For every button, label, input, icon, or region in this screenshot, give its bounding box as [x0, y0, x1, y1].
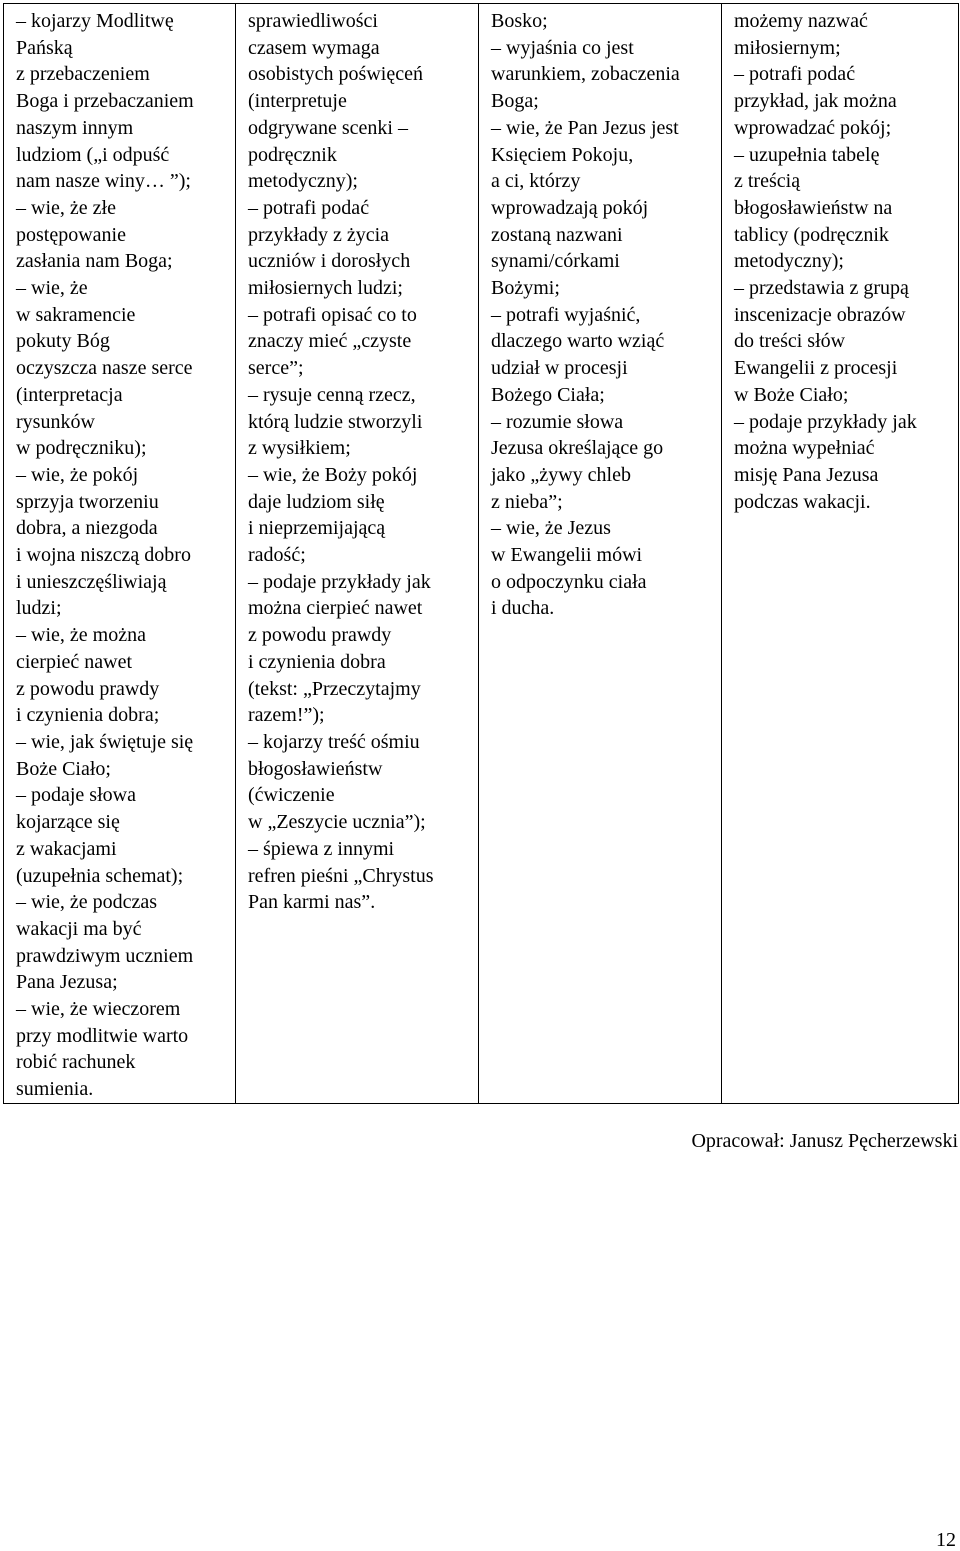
- text-line: można wypełniać: [734, 437, 875, 460]
- text-line: z powodu prawdy: [248, 624, 392, 647]
- table-cell-column-3: [479, 4, 722, 1104]
- text-line: ludzi;: [16, 597, 62, 620]
- text-line: zasłania nam Boga;: [16, 250, 173, 273]
- page-number: 12: [936, 1529, 956, 1551]
- table-cell-column-2: [236, 4, 479, 1104]
- text-line: Ewangelii z procesji: [734, 357, 898, 380]
- text-line: z wakacjami: [16, 837, 117, 860]
- text-line: w Boże Ciało;: [734, 383, 849, 406]
- text-line: metodyczny);: [248, 170, 358, 193]
- text-line: refren pieśni „Chrystus: [248, 864, 434, 887]
- text-line: – wie, że Boży pokój: [248, 463, 418, 486]
- author-credit: Opracował: Janusz Pęcherzewski: [691, 1130, 958, 1152]
- text-line: – kojarzy Modlitwę: [16, 10, 174, 32]
- text-line: i nieprzemijającą: [248, 517, 386, 540]
- text-line: i czynienia dobra;: [16, 704, 160, 727]
- text-line: sumienia.: [16, 1078, 94, 1101]
- text-line: Jezusa określające go: [491, 437, 664, 460]
- text-line: – wie, że: [16, 277, 88, 300]
- text-line: – podaje przykłady jak: [734, 410, 917, 433]
- text-line: – potrafi podać: [248, 196, 370, 219]
- text-line: czasem wymaga: [248, 36, 380, 59]
- text-line: w „Zeszycie ucznia”);: [248, 811, 426, 834]
- text-line: Księciem Pokoju,: [491, 143, 634, 166]
- text-line: Pana Jezusa;: [16, 971, 118, 994]
- text-line: miłosiernym;: [734, 36, 841, 59]
- text-line: – śpiewa z innymi: [248, 837, 395, 860]
- text-line: prawdziwym uczniem: [16, 944, 194, 967]
- text-line: synami/córkami: [491, 250, 620, 273]
- curriculum-table: [3, 3, 959, 1104]
- text-line: (interpretuje: [248, 90, 347, 113]
- text-line: Bożymi;: [491, 277, 560, 300]
- text-line: metodyczny);: [734, 250, 844, 273]
- text-line: z powodu prawdy: [16, 677, 160, 700]
- text-line: – potrafi podać: [734, 63, 856, 86]
- text-line: oczyszcza nasze serce: [16, 357, 193, 380]
- text-line: naszym innym: [16, 116, 134, 139]
- text-line: i unieszczęśliwiają: [16, 570, 167, 593]
- text-line: pokuty Bóg: [16, 330, 110, 353]
- text-line: rysunków: [16, 410, 95, 433]
- text-line: (tekst: „Przeczytajmy: [248, 677, 421, 700]
- text-line: można cierpieć nawet: [248, 597, 423, 620]
- text-line: z treścią: [734, 170, 801, 193]
- text-line: (uzupełnia schemat);: [16, 864, 184, 887]
- text-line: dobra, a niezgoda: [16, 517, 158, 540]
- text-line: – kojarzy treść ośmiu: [248, 730, 420, 753]
- text-line: w podręczniku);: [16, 437, 147, 460]
- text-line: jako „żywy chleb: [491, 463, 631, 486]
- text-line: Bożego Ciała;: [491, 383, 605, 406]
- text-line: – wie, jak świętuje się: [16, 730, 194, 753]
- text-line: – przedstawia z grupą: [734, 277, 909, 300]
- text-line: w Ewangelii mówi: [491, 544, 643, 567]
- text-line: uczniów i dorosłych: [248, 250, 411, 273]
- text-line: – wie, że można: [16, 624, 146, 647]
- table-cell-column-4: [722, 4, 959, 1104]
- text-line: znaczy mieć „czyste: [248, 330, 412, 353]
- text-line: – podaje słowa: [16, 784, 136, 807]
- text-line: radość;: [248, 544, 306, 567]
- text-line: i czynienia dobra: [248, 650, 386, 673]
- text-line: – wie, że pokój: [16, 463, 139, 486]
- text-line: osobistych poświęceń: [248, 63, 423, 86]
- text-line: – potrafi opisać co to: [248, 303, 417, 326]
- text-line: przykłady z życia: [248, 223, 390, 246]
- text-line: i wojna niszczą dobro: [16, 544, 191, 567]
- text-line: dlaczego warto wziąć: [491, 330, 665, 353]
- text-line: – rozumie słowa: [491, 410, 624, 433]
- text-line: Bosko;: [491, 10, 548, 32]
- text-line: zostaną nazwani: [491, 223, 623, 246]
- text-line: wprowadzają pokój: [491, 196, 649, 219]
- text-line: podczas wakacji.: [734, 490, 871, 513]
- text-line: sprawiedliwości: [248, 10, 378, 32]
- text-line: – wie, że Jezus: [491, 517, 611, 540]
- text-line: tablicy (podręcznik: [734, 223, 889, 246]
- text-line: – wie, że złe: [16, 196, 116, 219]
- text-line: podręcznik: [248, 143, 337, 166]
- text-line: (ćwiczenie: [248, 784, 335, 807]
- text-line: postępowanie: [16, 223, 126, 246]
- text-line: nam nasze winy… ”);: [16, 170, 191, 193]
- text-line: w sakramencie: [16, 303, 136, 326]
- text-line: – rysuje cenną rzecz,: [248, 383, 416, 406]
- text-line: do treści słów: [734, 330, 846, 353]
- text-line: z nieba”;: [491, 490, 563, 513]
- text-line: z przebaczeniem: [16, 63, 150, 86]
- text-line: cierpieć nawet: [16, 650, 133, 673]
- text-line: miłosiernych ludzi;: [248, 277, 403, 300]
- text-line: a ci, którzy: [491, 170, 581, 193]
- text-line: błogosławieństw na: [734, 196, 893, 219]
- text-line: – wie, że wieczorem: [16, 998, 181, 1021]
- text-line: z wysiłkiem;: [248, 437, 351, 460]
- text-line: którą ludzie stworzyli: [248, 410, 423, 433]
- text-line: – wie, że podczas: [16, 891, 158, 914]
- text-line: serce”;: [248, 357, 304, 380]
- text-line: przy modlitwie warto: [16, 1024, 189, 1047]
- text-line: – uzupełnia tabelę: [734, 143, 880, 166]
- text-line: inscenizacje obrazów: [734, 303, 906, 326]
- table-cell-column-1: [4, 4, 236, 1104]
- text-line: Pańską: [16, 36, 73, 59]
- text-line: o odpoczynku ciała: [491, 570, 647, 593]
- text-line: Boga i przebaczaniem: [16, 90, 194, 113]
- text-line: misję Pana Jezusa: [734, 463, 879, 486]
- text-line: możemy nazwać: [734, 10, 868, 32]
- text-line: kojarzące się: [16, 811, 120, 834]
- text-line: przykład, jak można: [734, 90, 897, 113]
- text-line: – podaje przykłady jak: [248, 570, 431, 593]
- text-line: – potrafi wyjaśnić,: [491, 303, 641, 326]
- text-line: (interpretacja: [16, 383, 123, 406]
- text-line: Boże Ciało;: [16, 757, 111, 780]
- text-line: wprowadzać pokój;: [734, 116, 892, 139]
- text-line: daje ludziom siłę: [248, 490, 385, 513]
- text-line: sprzyja tworzeniu: [16, 490, 159, 513]
- table-row: [4, 4, 959, 1104]
- text-line: ludziom („i odpuść: [16, 143, 170, 166]
- text-line: – wyjaśnia co jest: [491, 36, 634, 59]
- text-line: i ducha.: [491, 597, 555, 620]
- text-line: odgrywane scenki –: [248, 116, 408, 139]
- text-line: warunkiem, zobaczenia: [491, 63, 680, 86]
- text-line: Boga;: [491, 90, 539, 113]
- text-line: udział w procesji: [491, 357, 628, 380]
- text-line: robić rachunek: [16, 1051, 136, 1074]
- text-line: Pan karmi nas”.: [248, 891, 376, 914]
- text-line: wakacji ma być: [16, 917, 142, 940]
- text-line: – wie, że Pan Jezus jest: [491, 116, 679, 139]
- text-line: błogosławieństw: [248, 757, 383, 780]
- text-line: razem!”);: [248, 704, 325, 727]
